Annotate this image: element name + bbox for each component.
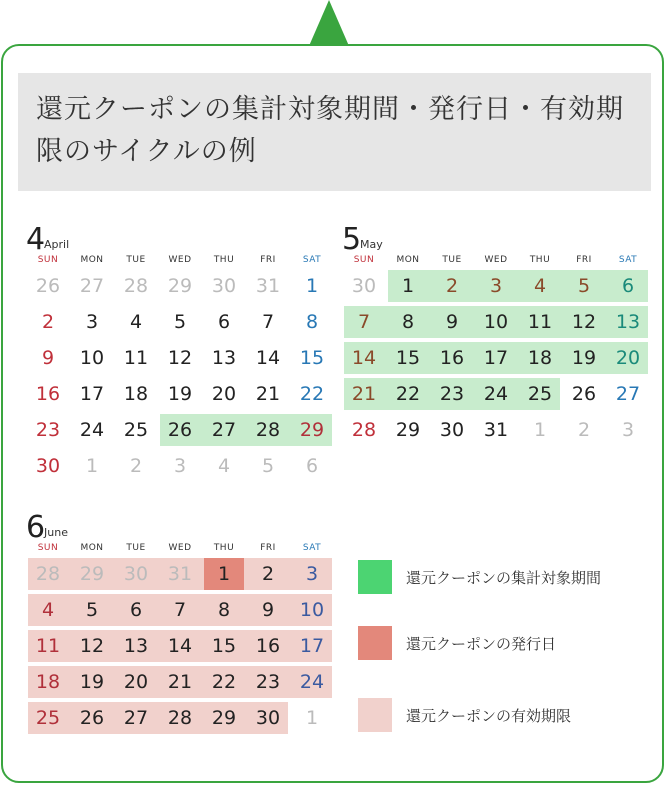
day-cell: 8: [401, 311, 415, 333]
day-cell: 2: [577, 419, 591, 441]
weekday-header: WED: [484, 255, 508, 265]
day-cell: 24: [299, 671, 325, 693]
day-cell: 9: [261, 599, 275, 621]
day-cell: 16: [255, 635, 281, 657]
day-cell: 17: [483, 347, 509, 369]
day-cell: 30: [35, 455, 61, 477]
day-cell: 7: [357, 311, 371, 333]
weekday-header: FRI: [576, 255, 592, 265]
day-cell: 31: [483, 419, 509, 441]
day-cell: 16: [439, 347, 465, 369]
day-cell: 31: [255, 275, 281, 297]
legend-label-valid: 還元クーポンの有効期限: [406, 707, 572, 725]
day-cell: 25: [35, 707, 61, 729]
day-cell: 15: [395, 347, 421, 369]
day-cell: 19: [167, 383, 193, 405]
day-cell: 5: [261, 455, 275, 477]
day-cell: 30: [123, 563, 149, 585]
day-cell: 3: [621, 419, 635, 441]
day-cell: 26: [167, 419, 193, 441]
weekday-header: SAT: [302, 255, 322, 265]
day-cell: 30: [255, 707, 281, 729]
day-cell: 26: [35, 275, 61, 297]
day-cell: 1: [305, 275, 319, 297]
weekday-header: TUE: [442, 255, 462, 265]
day-cell: 12: [571, 311, 597, 333]
day-cell: 25: [527, 383, 553, 405]
weekday-header: SAT: [618, 255, 638, 265]
day-cell: 13: [211, 347, 237, 369]
day-cell: 22: [395, 383, 421, 405]
day-cell: 5: [85, 599, 99, 621]
day-cell: 3: [489, 275, 503, 297]
month-number: 5: [342, 222, 362, 257]
day-cell: 2: [129, 455, 143, 477]
day-cell: 1: [533, 419, 547, 441]
day-cell: 9: [41, 347, 55, 369]
day-cell: 4: [41, 599, 55, 621]
weekday-header: THU: [529, 255, 551, 265]
day-cell: 10: [79, 347, 105, 369]
weekday-header: FRI: [260, 543, 276, 553]
day-cell: 4: [533, 275, 547, 297]
weekday-header: TUE: [126, 255, 146, 265]
day-cell: 21: [167, 671, 193, 693]
day-cell: 28: [255, 419, 281, 441]
weekday-header: TUE: [126, 543, 146, 553]
day-cell: 16: [35, 383, 61, 405]
day-cell: 6: [217, 311, 231, 333]
weekday-header: WED: [168, 543, 192, 553]
day-cell: 29: [79, 563, 105, 585]
day-cell: 17: [79, 383, 105, 405]
day-cell: 29: [167, 275, 193, 297]
day-cell: 6: [129, 599, 143, 621]
day-cell: 26: [79, 707, 105, 729]
day-cell: 3: [85, 311, 99, 333]
day-cell: 27: [123, 707, 149, 729]
day-cell: 27: [79, 275, 105, 297]
day-cell: 4: [217, 455, 231, 477]
day-cell: 21: [255, 383, 281, 405]
day-cell: 30: [351, 275, 377, 297]
day-cell: 31: [167, 563, 193, 585]
day-cell: 10: [483, 311, 509, 333]
day-cell: 1: [401, 275, 415, 297]
weekday-header: WED: [168, 255, 192, 265]
weekday-header: SUN: [37, 255, 59, 265]
day-cell: 10: [299, 599, 325, 621]
day-cell: 24: [79, 419, 105, 441]
day-cell: 19: [571, 347, 597, 369]
day-cell: 28: [123, 275, 149, 297]
day-cell: 11: [35, 635, 61, 657]
calendar-june: [26, 510, 336, 746]
day-cell: 18: [35, 671, 61, 693]
day-cell: 3: [305, 563, 319, 585]
day-cell: 28: [167, 707, 193, 729]
day-cell: 20: [211, 383, 237, 405]
day-cell: 11: [527, 311, 553, 333]
day-cell: 30: [211, 275, 237, 297]
day-cell: 15: [211, 635, 237, 657]
day-cell: 5: [577, 275, 591, 297]
day-cell: 26: [571, 383, 597, 405]
calendar-april: [26, 222, 336, 488]
day-cell: 14: [167, 635, 193, 657]
weekday-header: FRI: [260, 255, 276, 265]
day-cell: 12: [79, 635, 105, 657]
day-cell: 24: [483, 383, 509, 405]
month-number: 4: [26, 222, 46, 257]
day-cell: 29: [395, 419, 421, 441]
day-cell: 28: [35, 563, 61, 585]
day-cell: 2: [41, 311, 55, 333]
day-cell: 22: [299, 383, 325, 405]
day-cell: 25: [123, 419, 149, 441]
weekday-header: MON: [80, 255, 104, 265]
day-cell: 3: [173, 455, 187, 477]
legend-swatch-valid: [358, 698, 392, 732]
legend-swatch-issue: [358, 626, 392, 660]
day-cell: 7: [261, 311, 275, 333]
day-cell: 1: [305, 707, 319, 729]
day-cell: 8: [217, 599, 231, 621]
day-cell: 5: [173, 311, 187, 333]
day-cell: 29: [211, 707, 237, 729]
day-cell: 22: [211, 671, 237, 693]
day-cell: 14: [255, 347, 281, 369]
day-cell: 11: [123, 347, 149, 369]
day-cell: 23: [35, 419, 61, 441]
day-cell: 29: [299, 419, 325, 441]
day-cell: 20: [123, 671, 149, 693]
day-cell: 2: [445, 275, 459, 297]
day-cell: 28: [351, 419, 377, 441]
day-cell: 12: [167, 347, 193, 369]
legend-swatch-period: [358, 560, 392, 594]
day-cell: 9: [445, 311, 459, 333]
callout-pointer: [309, 0, 349, 46]
day-cell: 13: [123, 635, 149, 657]
month-name: April: [44, 238, 70, 251]
day-cell: 7: [173, 599, 187, 621]
weekday-header: THU: [213, 543, 235, 553]
day-cell: 17: [299, 635, 325, 657]
day-cell: 23: [439, 383, 465, 405]
day-cell: 18: [123, 383, 149, 405]
day-cell: 18: [527, 347, 553, 369]
weekday-header: THU: [213, 255, 235, 265]
legend-label-issue: 還元クーポンの発行日: [406, 635, 557, 653]
weekday-header: SUN: [353, 255, 375, 265]
day-cell: 15: [299, 347, 325, 369]
day-cell: 21: [351, 383, 377, 405]
weekday-header: MON: [80, 543, 104, 553]
month-name: May: [360, 238, 383, 251]
weekday-header: SAT: [302, 543, 322, 553]
day-cell: 2: [261, 563, 275, 585]
month-name: June: [44, 526, 68, 539]
day-cell: 6: [621, 275, 635, 297]
day-cell: 19: [79, 671, 105, 693]
day-cell: 27: [211, 419, 237, 441]
day-cell: 6: [305, 455, 319, 477]
day-cell: 8: [305, 311, 319, 333]
day-cell: 14: [351, 347, 377, 369]
month-number: 6: [26, 510, 46, 545]
day-cell: 13: [615, 311, 641, 333]
calendar-may: [342, 222, 652, 458]
day-cell: 27: [615, 383, 641, 405]
title-box: [18, 73, 651, 191]
weekday-header: MON: [396, 255, 420, 265]
day-cell: 23: [255, 671, 281, 693]
day-cell: 1: [217, 563, 231, 585]
page-title: 還元クーポンの集計対象期間・発行日・有効期限のサイクルの例: [36, 94, 624, 167]
legend-label-period: 還元クーポンの集計対象期間: [406, 569, 602, 587]
weekday-header: SUN: [37, 543, 59, 553]
day-cell: 1: [85, 455, 99, 477]
day-cell: 4: [129, 311, 143, 333]
day-cell: 20: [615, 347, 641, 369]
day-cell: 30: [439, 419, 465, 441]
